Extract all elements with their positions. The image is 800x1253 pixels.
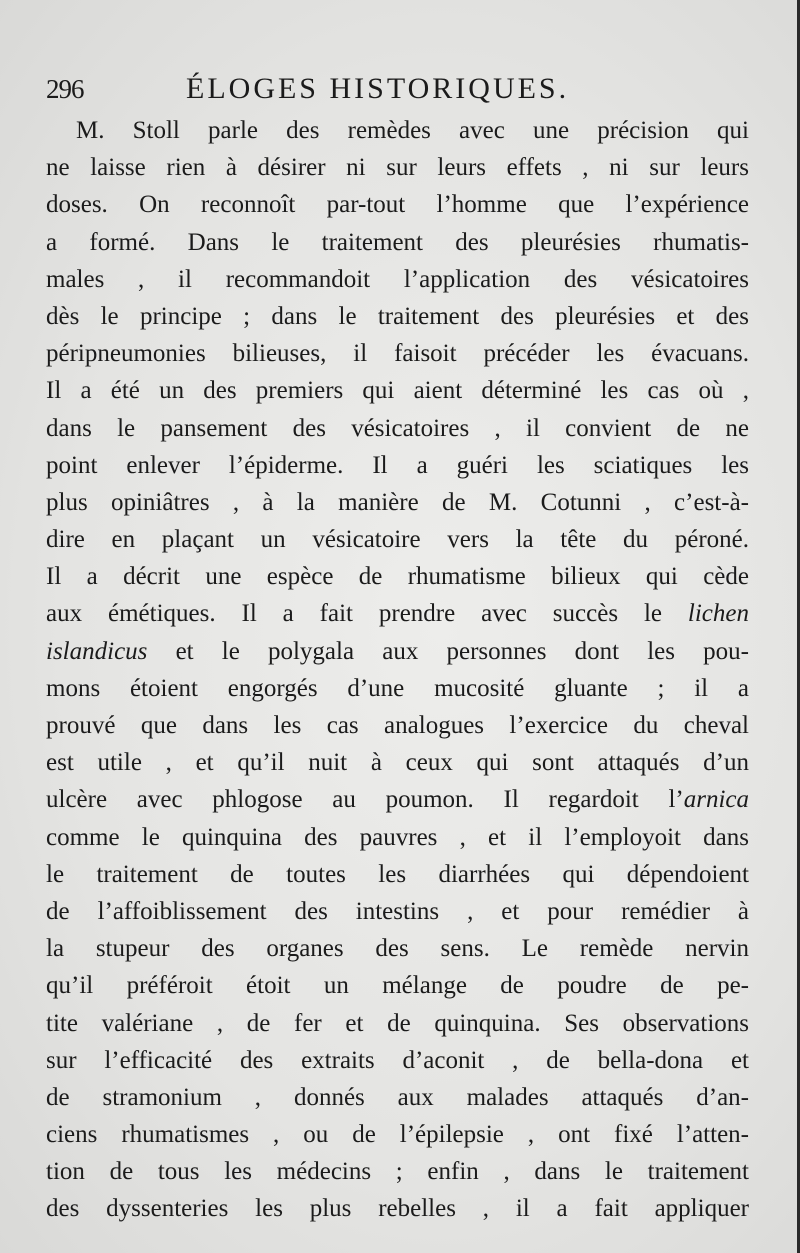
text-line: doses. On reconnoît par-tout l’homme que l’expérience xyxy=(46,191,749,219)
italic-term: lichen xyxy=(687,600,749,628)
italic-term: islandicus xyxy=(46,637,148,665)
text-line: de stramonium , donnés aux malades attaqués d’an- xyxy=(46,1083,749,1111)
page-header xyxy=(46,70,746,114)
running-title: ÉLOGES HISTORIQUES. xyxy=(186,72,570,105)
text-line: a formé. Dans le traitement des pleurésies rhumatis- xyxy=(46,228,749,256)
text-line: péripneumonies bilieuses, il faisoit précéder les évacuans. xyxy=(46,340,749,368)
text-line: des dyssenteries les plus rebelles , il a fait appliquer xyxy=(46,1195,749,1223)
text-line: est utile , et qu’il nuit à ceux qui sont attaqués d’un xyxy=(46,749,749,777)
text-line: dès le principe ; dans le traitement des pleurésies et des xyxy=(46,302,749,330)
text-line: M. Stoll parle des remèdes avec une précision qui xyxy=(76,117,749,144)
text-line: la stupeur des organes des sens. Le remède nervin xyxy=(46,935,749,963)
text-line: dans le pansement des vésicatoires , il convient de ne xyxy=(46,414,749,442)
italic-term: arnica xyxy=(683,786,749,814)
text-line: sur l’efficacité des extraits d’aconit , de bella-dona et xyxy=(46,1046,749,1074)
text-line: ulcère avec phlogose au poumon. Il regardoit l’arnica xyxy=(46,786,749,814)
text-line: Il a décrit une espèce de rhumatisme bilieux qui cède xyxy=(46,563,749,591)
text-line: le traitement de toutes les diarrhées qui dépendoient xyxy=(46,860,749,888)
text-line: tite valériane , de fer et de quinquina. Ses observations xyxy=(46,1009,749,1037)
text-line: ciens rhumatismes , ou de l’épilepsie , ont fixé l’atten- xyxy=(46,1121,749,1149)
text-line: ne laisse rien à désirer ni sur leurs effets , ni sur leurs xyxy=(46,154,749,182)
text-line: mons étoient engorgés d’une mucosité gluante ; il a xyxy=(46,674,749,702)
text-line: Il a été un des premiers qui aient déterminé les cas où , xyxy=(46,377,749,405)
text-line: prouvé que dans les cas analogues l’exercice du cheval xyxy=(46,712,749,739)
text-line: point enlever l’épiderme. Il a guéri les sciatiques les xyxy=(46,451,749,479)
text-line: plus opiniâtres , à la manière de M. Cotunni , c’est-à- xyxy=(46,488,749,516)
text-line: dire en plaçant un vésicatoire vers la tête du péroné. xyxy=(46,526,749,554)
text-line: comme le quinquina des pauvres , et il l’employoit dans xyxy=(46,823,749,851)
text-line: tion de tous les médecins ; enfin , dans le traitement xyxy=(46,1158,749,1186)
page-number: 296 xyxy=(46,74,84,104)
text-line: islandicus et le polygala aux personnes dont les pou- xyxy=(46,637,749,665)
body-text xyxy=(46,112,749,1228)
text-line: males , il recommandoit l’application des vésicatoires xyxy=(46,265,749,293)
text-line: aux émétiques. Il a fait prendre avec succès le lichen xyxy=(46,600,749,628)
text-line: de l’affoiblissement des intestins , et pour remédier à xyxy=(46,897,749,925)
text-line: qu’il préféroit étoit un mélange de poudre de pe- xyxy=(46,972,749,1000)
